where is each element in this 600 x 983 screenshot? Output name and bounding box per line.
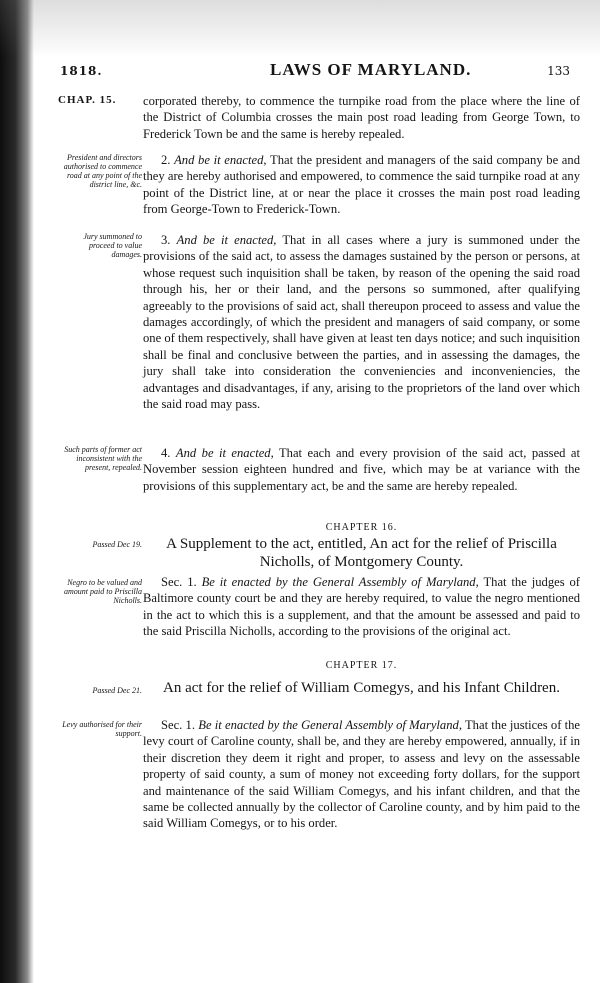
- margin-note-sec4: Such parts of former act inconsistent with the present, repealed.: [64, 445, 142, 472]
- section-paragraph: [143, 717, 580, 832]
- section-paragraph: [143, 152, 580, 218]
- chapter16-passed: Passed Dec 19.: [92, 540, 142, 549]
- enacting-clause: Be it enacted by the General Assembly of Maryland,: [201, 575, 479, 589]
- chap17-section1: [143, 717, 580, 832]
- header-year: 1818.: [60, 64, 103, 78]
- chap15-section4: [143, 445, 580, 494]
- page-number: 133: [547, 64, 570, 78]
- chapter17-heading: CHAPTER 17.: [325, 660, 398, 671]
- enacting-clause: Be it enacted by the General Assembly of Maryland,: [198, 718, 462, 732]
- section-paragraph: [143, 445, 580, 494]
- page-edge-shadow: [0, 0, 600, 58]
- section-number: 4.: [161, 446, 171, 460]
- enacting-clause: And be it enacted,: [176, 233, 277, 247]
- section-text: That the president and managers of the said company be and they are hereby authorised and empowered, to commence the said turnpike road at any point of the District line, at or near the place it crosses the main post road leading from George-Town to Frederick-Town.: [143, 153, 580, 217]
- chapter-label: CHAP. 15.: [58, 94, 117, 106]
- chapter17-title: An act for the relief of William Comegys, and his Infant Children.: [163, 680, 560, 696]
- chapter16-title: A Supplement to the act, entitled, An act for the relief of Priscilla Nicholls, of Montgomery County.: [166, 536, 557, 570]
- section-text: That each and every provision of the said act, passed at November session eighteen hundred and five, which may be at variance with the provisions of this supplementary act, be and the same are hereby repealed.: [143, 446, 580, 493]
- section-number: 2.: [161, 153, 171, 167]
- header-title: LAWS OF MARYLAND.: [270, 60, 472, 79]
- chap15-section2: [143, 152, 580, 218]
- enacting-clause: And be it enacted,: [175, 446, 274, 460]
- section-text: That the judges of Baltimore county court be and they are hereby required, to value the negro mentioned in the act to which this is a supplement, and that the amount be assessed and paid to the said Priscilla Nicholls, according to the provisions of the original act.: [143, 575, 581, 639]
- section-paragraph: [143, 232, 580, 412]
- section-text: That in all cases where a jury is summoned under the provisions of the said act, to assess the damages sustained by the person or persons, at whose request such inquisition shall be taken, by reason of the opening the said road through his, her or their land, and the persons so summoned, after qualifying agreeably to the provisions of said act, shall thereupon proceed to assess and value the damages accordingly, of which the president and managers of said company, or some one of them respectively, shall have given at least ten days notice; and such inquisition shall be final and conclusive between the parties, and in assessing the damages, the jury shall take into consideration the conveniencies and inconveniencies, the advantages and disadvantages, if any, arising to the proprietors of the land over which the said road may pass.: [143, 233, 580, 412]
- margin-note-chap17: Levy authorised for their support.: [62, 720, 142, 738]
- chapter17-passed: Passed Dec 21.: [92, 686, 142, 695]
- margin-note-chap16: Negro to be valued and amount paid to Priscilla Nicholls.: [64, 578, 142, 605]
- chapter16-heading: CHAPTER 16.: [325, 522, 398, 533]
- enacting-clause: And be it enacted,: [174, 153, 267, 167]
- margin-note-sec2: President and directors authorised to commence road at any point of the district line, &c.: [63, 153, 142, 189]
- section-text: That the justices of the levy court of Caroline county, shall be, and they are hereby empowered, annually, if in their discretion they deem it right and proper, to assess and levy on the assessable property of said county, a sum of money not exceeding forty dollars, for the support and maintenance of the said William Comegys, and his infant children, and that the same be collected annually by the collector of Caroline county, and by him paid to the said William Comegys, or to his order.: [143, 718, 580, 831]
- binding-gutter: [0, 0, 34, 983]
- chap16-section1: [143, 574, 580, 640]
- section-number: Sec. 1.: [161, 575, 197, 589]
- margin-note-sec3: Jury summoned to proceed to value damages.: [83, 232, 142, 259]
- section-number: Sec. 1.: [161, 718, 196, 732]
- section-paragraph: [143, 574, 580, 640]
- section-number: 3.: [161, 233, 171, 247]
- chap15-section1-continued: [143, 93, 580, 142]
- section-text: corporated thereby, to commence the turnpike road from the place where the line of the District of Columbia crosses the main post road leading from George Town, to Frederick Town be and the same is hereby repealed.: [143, 94, 580, 141]
- chap15-section3: [143, 232, 580, 412]
- running-header: [60, 60, 590, 84]
